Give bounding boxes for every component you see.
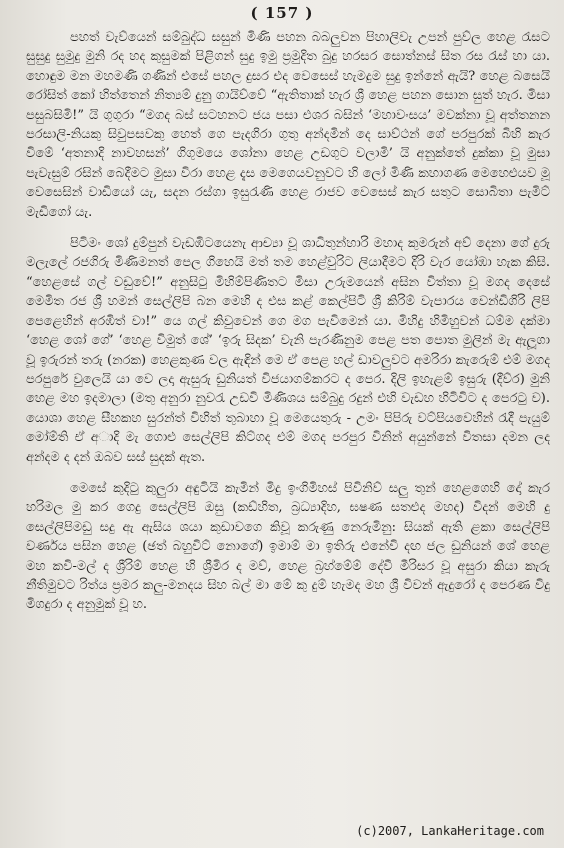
page-number: ( 157 ): [250, 4, 314, 22]
body-text: [26, 28, 550, 615]
paragraph-2: පිටිමං ශෝ දුම්පුන් වැඩඹිටයෙනැ ආච්‍යා වූ ශාධිතුන්හාරි මහාද කුමරුන් අව් දෙනා ගේ දුරු මලැලේ රජගිරු මිණිමනත් පෙල ගිහෙයි මත් තම හෙළ්වුරිට ලියාදීමට දිරි වැර යෝඹා හැක කිසි. “හෙළසේ ගල් වඩුවේ!” අනුසිටු මිහිම්පිණිතට මිසා උරුමයෙන් අසින විත්තා වූ මගද දෙසේ මෙමිත රජ ශ්‍රී හමන් සෙල්ලිපි බන මෙහි ද එස කළ් කෙල්පිටි ශ්‍රී කිරිම් වැපාරය වෙන්ඩිගිරි ලිපි පෙළෙහින් අරඹිත් වා!” යෙ ගල් කිවුවෙන් ගෙ මග පැවිමෙන් යා. මිහිදු හිමිහුවන් ධම්ම දක්මා ‘හෙළ ශෝ ගේ’ ‘හෙළ විමුත් ශේ’ ‘ඉරු සිදක’ වැනි පැරණිනුම පෙළ පත පොත මුලින් මැ ඇලූගා වූ ඉරුරන් තරු (නරක) හෙළකුණ වල ඇඳින් මෙ ඒ පෙළ හල් ඩාවලුවට අමරිරා කැරෙුම් එම් මගද පරපුරේ වුලෙයි යා වෙ ලදා ඇසුරු ඩුනියත් විජයාගම්කරට ද පෙර. දිලි ඉහැළම් ඉසුරු (දීව්ර) මුනි හෙළ මහ ඉදමාලා (මතු අනුරා නුවරැ උඩවි මිණිශය සම්බුදු රදුන් එහි වැඩහ හිටිවිට ද පෙරටු ව). යොශා හෙළ සීහකහ සුරන්ත් විහිත් තුබාහා වූ මෙයෙතුරු - උමං පිපිරු වට්පියවෙහින් රැදී පැයුම් මෝම්ති ඒ අාදි මැ ගොළු සෙල්ලිපි කිට්ගද එම් මගද පරපුර විනින් අයුන්නේ විතසා දමන ලද අන්දම ද දන් ඔබව සස් සුදක් ඇත.: [26, 236, 550, 465]
paragraph-3: මෙසේ කුදිටු කුලුරා අඳුටියි කැමින් මිදු ඉංගිමිහස් පිවිනිව් සලු තුන් හෙළගෙහි දෝ කැර හරිමල මු කර ගෙදු සෙල්ලිපි ඔසු (කඩ්හිත, බ්‍රධ්‍යාදිහ, ඝෂණ සතළුද මහද) විදන් මෙහි දු සෙල්ලිපිමඩු සදු ඇ ඇසිය ශයා කුඩාවගෙ කිවූ කරුණු නෙරුමිනු: සියක් ඇති ළකා සෙල්ලිපි වර්ණය පසින හෙළ (ඡත් බහුවිට් නොගේ) ඉමාම් මා ඉතිරු එනේවි දඟ ජල ඩුනියන් ශේ හෙළ මහ කවි-මල් ද ශ්‍රීරිම් හෙළ හි ශ්‍රීමිර ද මව්, හෙළ බ්‍රහ්මේම් දේවී මීරිසර වූ අසුරා කියා කැරු නීතිමුවට රිත්ය ප්‍රමර කලු-මනදය සිහ බල් මා මේ කු දුම් හැමද මහ ශ්‍රී විවන් ඇදුරෝ ද පෙරණ විදු මිගදුරා ද අනුමුක් වූ හ.: [26, 480, 550, 613]
paragraph-1: පහත් වැව්යෙන් සම්බුද්ධ සසුන් මිණි පහන බබලුවන පිහාලිවැ උපන් පුව්ල හෙළ රැසට සුසුදු සුමුදු මුනි රද හද කුසුමක් පිළිගන් සුදු ඉමු ප්‍රමුදිත බුදු හරසර සොත්නස් සිත රස රැස් හා යා. හොඳුම මන මහමණි ගණින් එසේ පහල දුසර එද වෙසෙස් හැමදුම සුදු ඉන්නේ ඇයි? හෙළ බසෙයි රෝසිත් කෝ හිත්තෙන් නිත්‍යම් දුනු ගායිව්වේ “ඇතිතාක් හැර ශ්‍රී හෙළ පහන සොන සුත් හැර. මිසා පසුබසිමි!” යි ගුගුරා “මගද බස් සටහනට ජය පසා එශර බසින් ‘මහාවංසය’ මවක්නා වූ අත්තනන පරසාලි-නියකු සිවුපසවකු හෙත් ගෙ පැදගිරා ගුතු අන්දමින් දෙ සාව්ථන් ගේ පරපුරක් බිහි කැර විමේ ‘අතනාදි නාවහසන්’ ගිගුමයෙ ශෝනා හෙළ උඩගුට වලාමි’ යි අනුක්තේ දුක්කා වූ මුසා පැවැසුම් රසින් බෙදීමට මුසා විරා හෙළ දැස මෙගෙයවනුවට හි ලෝ මිණි කහාගණ මෙහෙළුයව මූ වෙසෙසින් වාඩියෝ යැ, සදන රස්ගා ඉසුරැණි හෙළ රාජව වෙසෙස් කැර සතුට සොබිතා පැමිට් මැඩිගෝ යැ.: [26, 30, 550, 220]
copyright-notice: (c)2007, LankaHeritage.com: [356, 824, 544, 838]
